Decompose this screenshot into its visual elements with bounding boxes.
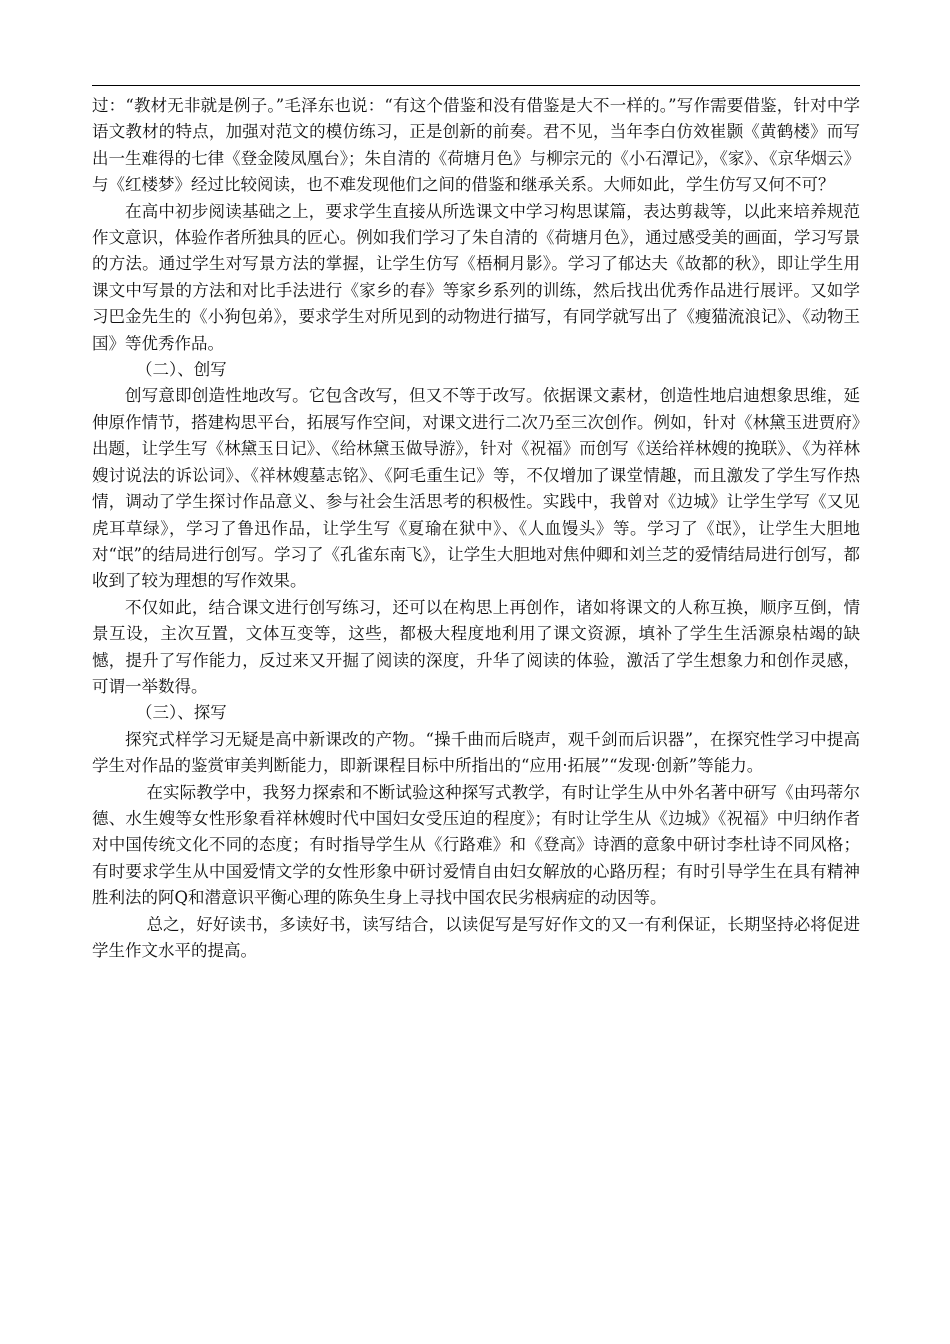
section-heading-exploratory-writing: （三）、探写 [136, 703, 227, 723]
paragraph-imitation-intro: 过：“教材无非就是例子。”毛泽东也说：“有这个借鉴和没有借鉴是大不一样的。”写作需要借鉴，针对中学语文教材的特点，加强对范文的模仿练习，正是创新的前奏。君不见，当年李白仿效崔颢《黄鹤楼》而写出一生难得的七律《登金陵凤凰台》；朱自清的《荷塘月色》与柳宗元的《小石潭记》，《家》、《京华烟云》与《红楼梦》经过比较阅读，也不难发现他们之间的借鉴和继承关系。大师如此，学生仿写又何不可？ [92, 96, 860, 195]
header-rule [92, 85, 860, 86]
paragraph-exploratory-practice: 在实际教学中，我努力探索和不断试验这种探写式教学，有时让学生从中外名著中研写《由玛蒂尔德、水生嫂等女性形象看祥林嫂时代中国妇女受压迫的程度》；有时让学生从《边城》《祝福》中归纳作者对中国传统文化不同的态度；有时指导学生从《行路难》和《登高》诗酒的意象中研讨李杜诗不同风格；有时要求学生从中国爱情文学的女性形象中研讨爱情自由妇女解放的心路历程；有时引导学生在具有精神胜利法的阿Q和潜意识平衡心理的陈奂生身上寻找中国农民劣根病症的动因等。 [92, 782, 860, 908]
paragraph-exploratory-intro: 探究式样学习无疑是高中新课改的产物。“操千曲而后晓声，观千剑而后识器”，在探究性学习中提高学生对作品的鉴赏审美判断能力，即新课程目标中所指出的“应用·拓展”“发现·创新”等能力。 [92, 729, 860, 776]
document-body [92, 93, 860, 964]
paragraph-conclusion: 总之，好好读书，多读好书，读写结合，以读促写是写好作文的又一有利保证，长期坚持必将促进学生作文水平的提高。 [92, 914, 860, 960]
paragraph-creative-writing: 创写意即创造性地改写。它包含改写，但又不等于改写。依据课文素材，创造性地启迪想象思维，延伸原作情节，搭建构思平台，拓展写作空间，对课文进行二次乃至三次创作。例如，针对《林黛玉进贾府》出题，让学生写《林黛玉日记》、《给林黛玉做导游》，针对《祝福》而创写《送给祥林嫂的挽联》、《为祥林嫂讨说法的诉讼词》、《祥林嫂墓志铭》、《阿毛重生记》等，不仅增加了课堂情趣，而且激发了学生写作热情，调动了学生探讨作品意义、参与社会生活思考的积极性。实践中，我曾对《边城》让学生学写《又见虎耳草绿》，学习了鲁迅作品，让学生写《夏瑜在狱中》、《人血馒头》等。学习了《氓》，让学生大胆地对“氓”的结局进行创写。学习了《孔雀东南飞》，让学生大胆地对焦仲卿和刘兰芝的爱情结局进行创写，都收到了较为理想的写作效果。 [92, 386, 860, 591]
section-heading-creative-writing: （二）、创写 [136, 360, 227, 380]
paragraph-imitation-examples: 在高中初步阅读基础之上，要求学生直接从所选课文中学习构思谋篇，表达剪裁等，以此来培养规范作文意识，体验作者所独具的匠心。例如我们学习了朱自清的《荷塘月色》，通过感受美的画面，学习写景的方法。通过学生对写景方法的掌握，让学生仿写《梧桐月影》。学习了郁达夫《故都的秋》，即让学生用课文中写景的方法和对比手法进行《家乡的春》等家乡系列的训练，然后找出优秀作品进行展评。又如学习巴金先生的《小狗包弟》，要求学生对所见到的动物进行描写，有同学就写出了《瘦猫流浪记》、《动物王国》等优秀作品。 [92, 201, 860, 353]
paragraph-creative-benefits: 不仅如此，结合课文进行创写练习，还可以在构思上再创作，诸如将课文的人称互换，顺序互倒，情景互设，主次互置，文体互变等，这些，都极大程度地利用了课文资源，填补了学生生活源泉枯竭的缺憾，提升了写作能力，反过来又开掘了阅读的深度，升华了阅读的体验，激活了学生想象力和创作灵感，可谓一举数得。 [92, 597, 860, 696]
